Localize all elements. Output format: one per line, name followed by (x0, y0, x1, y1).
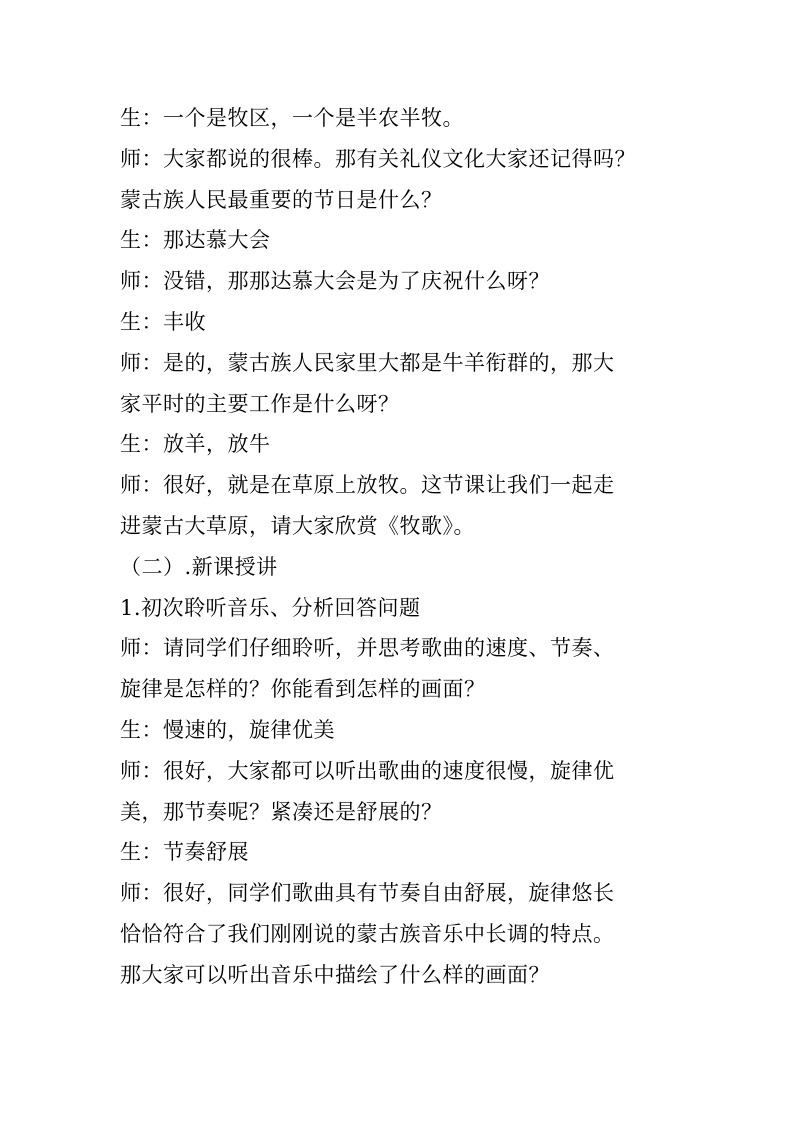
text-line: 师：没错，那那达慕大会是为了庆祝什么呀？ (120, 269, 550, 294)
text-line: 美，那节奏呢？紧凑还是舒展的？ (120, 799, 443, 824)
text-line: 师：请同学们仔细聆听，并思考歌曲的速度、节奏、 (120, 636, 615, 661)
text-line: 生：丰收 (120, 309, 206, 334)
text-line: 生：节奏舒展 (120, 840, 249, 865)
text-line: 师：大家都说的很棒。那有关礼仪文化大家还记得吗？ (120, 146, 636, 171)
text-line: 家平时的主要工作是什么呀？ (120, 391, 400, 416)
text-line: 进蒙古大草原，请大家欣赏《牧歌》。 (120, 513, 475, 538)
text-line: 恰恰符合了我们刚刚说的蒙古族音乐中长调的特点。 (120, 921, 615, 946)
text-line: 生：那达慕大会 (120, 228, 271, 253)
text-line: 生：慢速的，旋律优美 (120, 717, 335, 742)
text-line: 师：很好，就是在草原上放牧。这节课让我们一起走 (120, 473, 615, 498)
text-line: 师：很好，同学们歌曲具有节奏自由舒展，旋律悠长 (120, 881, 615, 906)
document-body (120, 98, 680, 996)
text-line: 生：一个是牧区，一个是半农半牧。 (120, 106, 464, 130)
subsection-heading: 1.初次聆听音乐、分析回答问题 (120, 595, 421, 620)
text-line: 蒙古族人民最重要的节日是什么？ (120, 187, 443, 212)
text-line: 师：是的，蒙古族人民家里大都是牛羊衔群的，那大 (120, 350, 615, 375)
section-heading: （二）.新课授讲 (120, 554, 278, 579)
text-line: 师：很好，大家都可以听出歌曲的速度很慢，旋律优 (120, 758, 615, 783)
text-line: 那大家可以听出音乐中描绘了什么样的画面？ (120, 962, 550, 987)
text-line: 生：放羊，放牛 (120, 432, 271, 457)
text-line: 旋律是怎样的？你能看到怎样的画面？ (120, 677, 486, 702)
